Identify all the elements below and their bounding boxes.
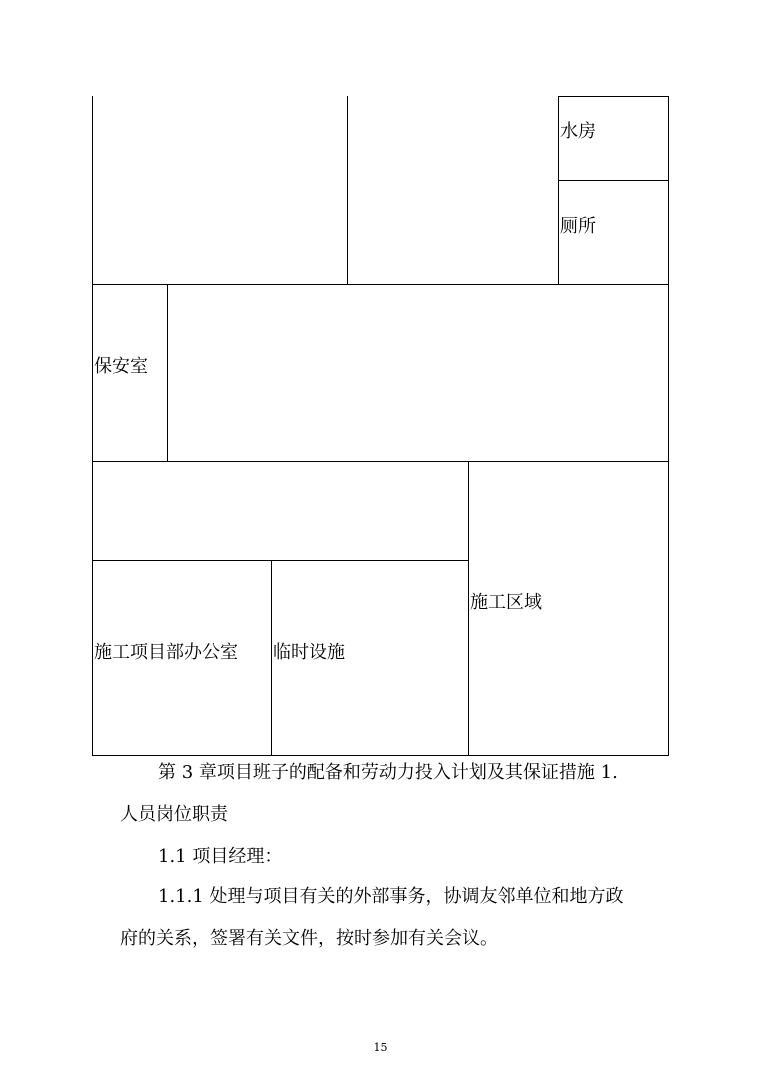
office-row-top [92,560,469,561]
page-number: 15 [373,1041,388,1054]
construction-area-label: 施工区域 [470,592,542,613]
security-room-label: 保安室 [94,356,148,377]
water-room-top [558,96,669,97]
water-toilet-divider [558,180,669,181]
water-room-label: 水房 [560,121,596,142]
divider-top-right [558,96,559,284]
toilet-label: 厕所 [560,216,596,237]
chapter-heading-line1: 第 3 章项目班子的配备和劳动力投入计划及其保证措施 1. [158,762,618,783]
temporary-facilities-label: 临时设施 [273,642,345,663]
plan-left-edge [92,96,93,756]
chapter-heading-line2: 人员岗位职责 [120,804,228,825]
section-heading: 1.1 项目经理： [158,846,283,867]
row2-bottom [92,461,669,462]
construction-area-divider [468,461,469,756]
project-office-label: 施工项目部办公室 [94,642,238,663]
security-divider [167,284,168,461]
office-temp-divider [271,560,272,756]
divider-top-mid [347,96,348,284]
item-paragraph-line1: 1.1.1 处理与项目有关的外部事务，协调友邻单位和地方政 [158,886,624,907]
plan-bottom-edge [92,755,669,756]
row1-bottom [92,284,669,285]
item-paragraph-line2: 府的关系，签署有关文件，按时参加有关会议。 [120,928,498,949]
plan-right-edge [668,96,669,756]
